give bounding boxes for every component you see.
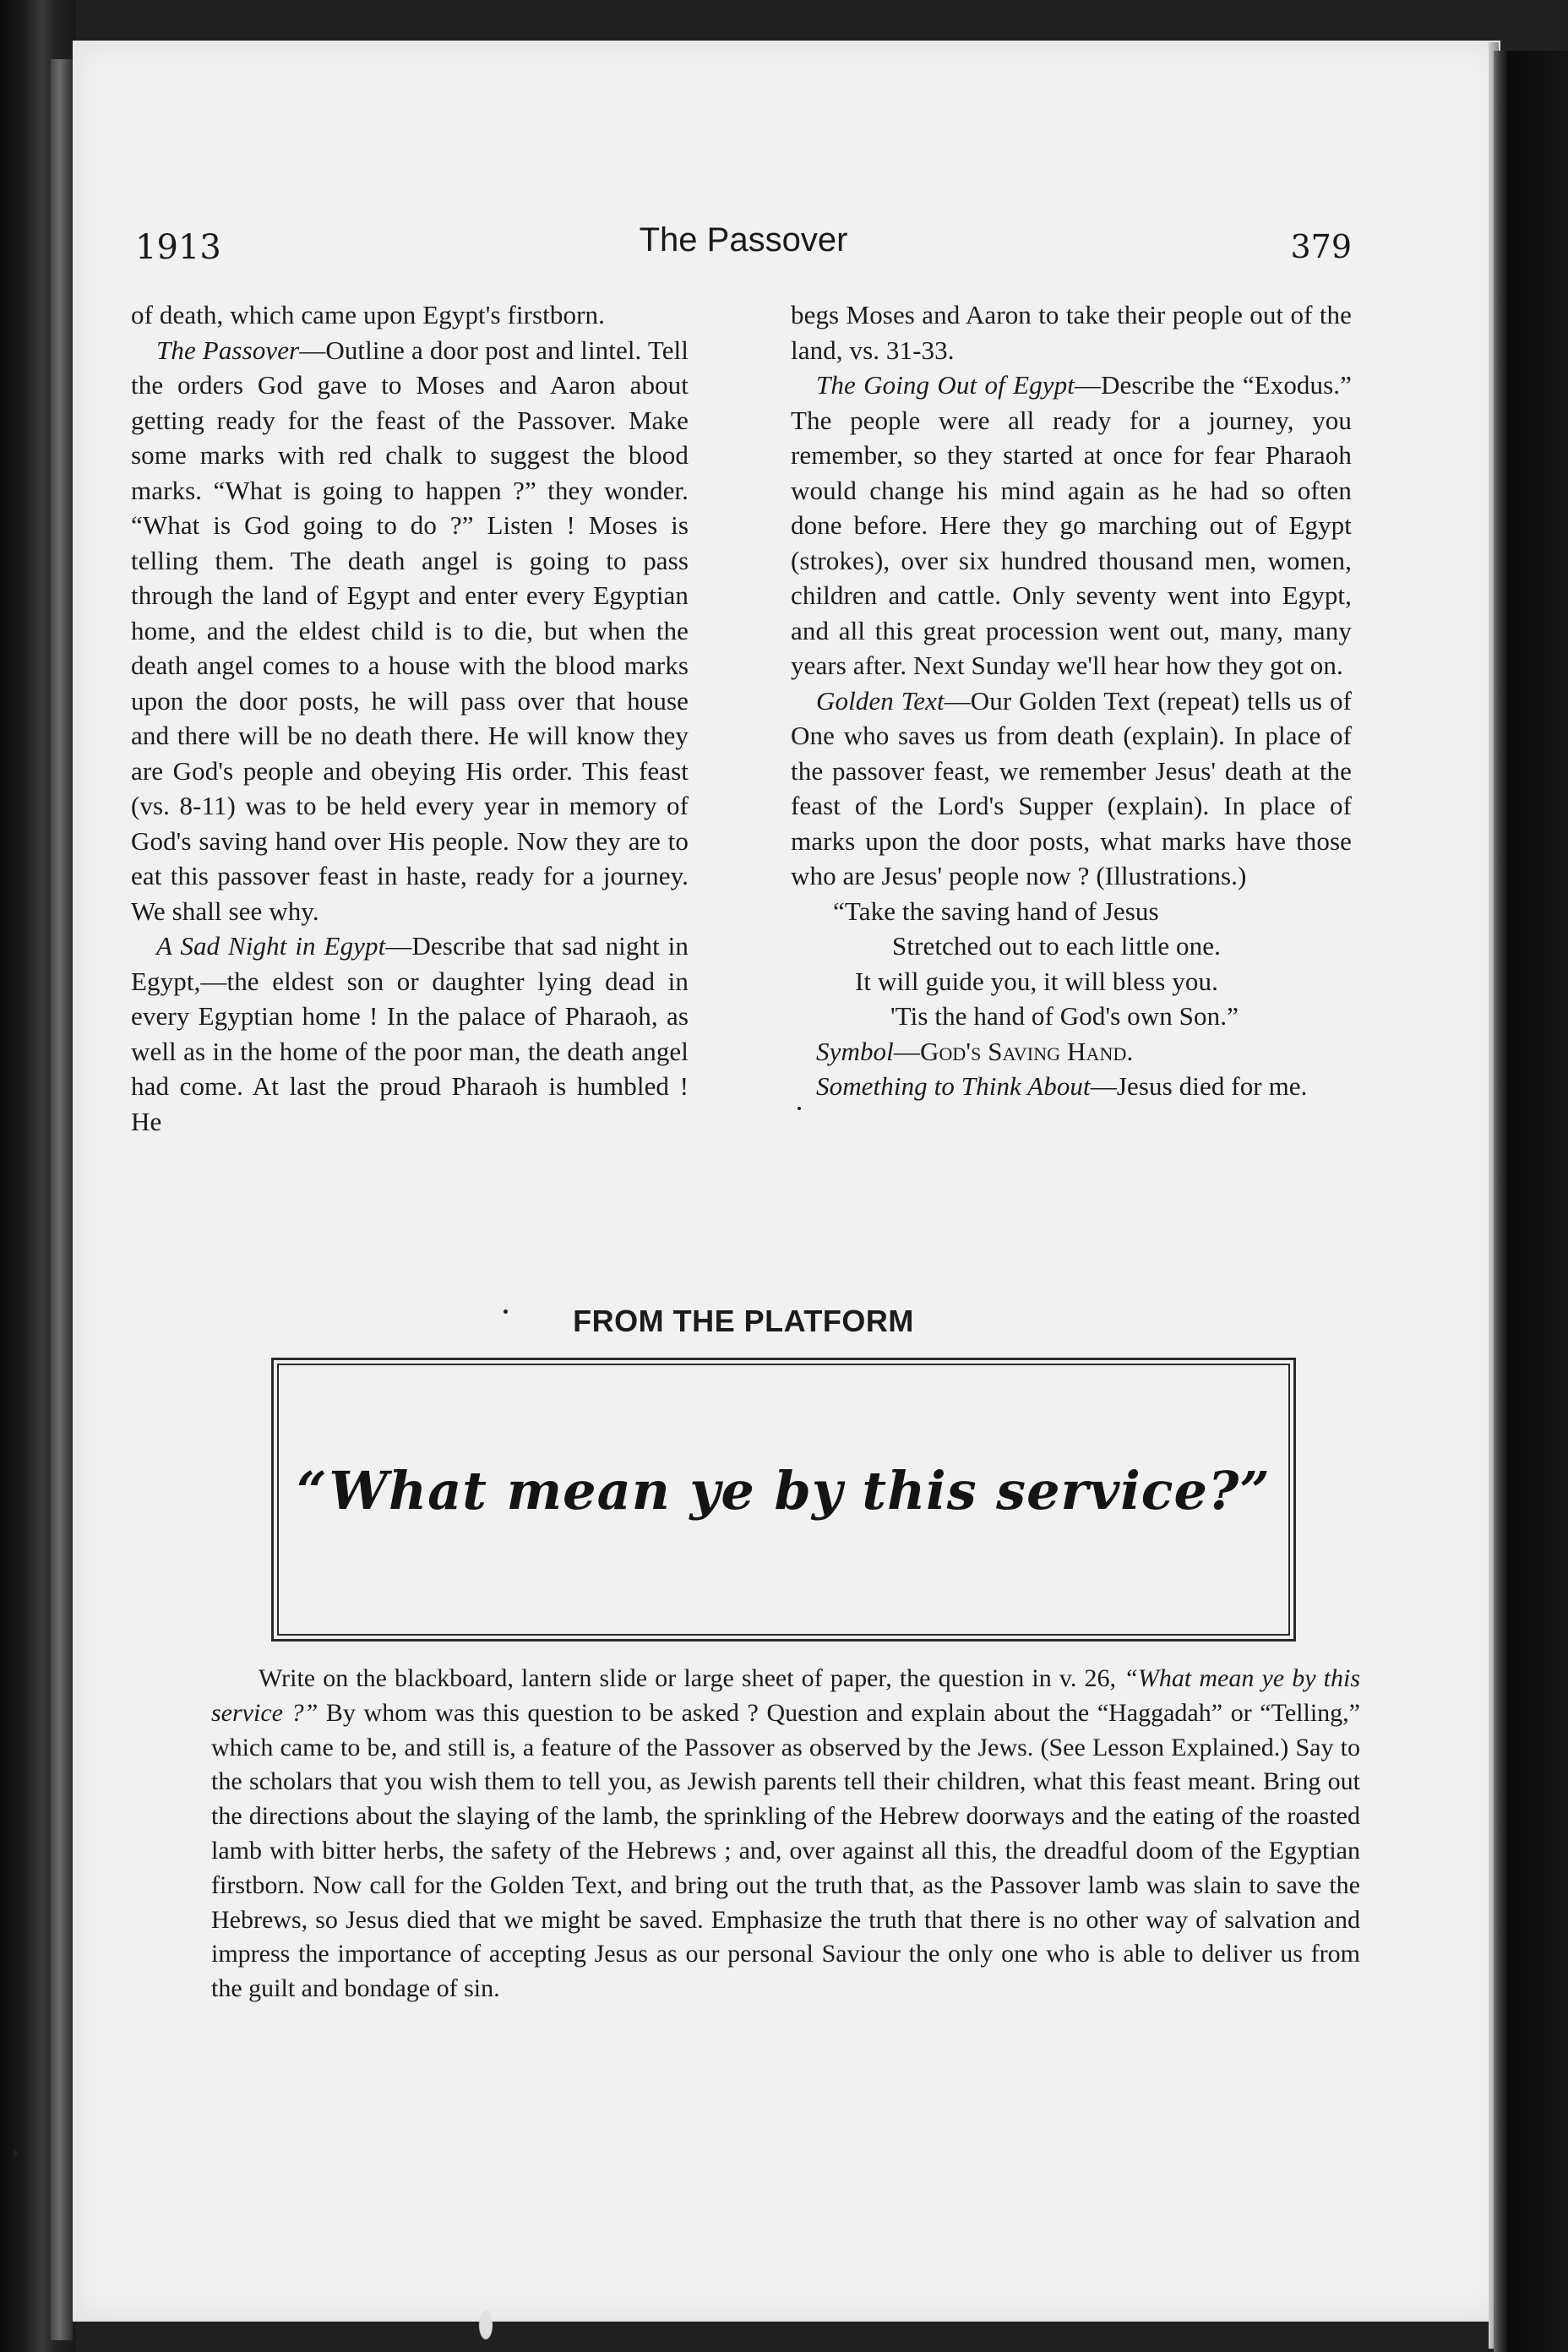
page-number: 379	[1290, 228, 1352, 265]
section-lead: The Passover	[156, 335, 300, 365]
paragraph-think-about: Something to Think About—Jesus died for me.	[816, 1071, 1308, 1101]
running-header	[135, 221, 1352, 272]
paragraph-sad-night: A Sad Night in Egypt—Describe that sad night in Egypt,—the eldest son or daughter lying dead in every Egyptian home ! In the palace of Pharaoh, as well as in the home of the poor man, the death angel had come. At last the proud Pharaoh is humbled ! He	[131, 931, 689, 1136]
paragraph-golden-text: Golden Text—Our Golden Text (repeat) tells us of One who saves us from death (explain). In place of the passover feast, we remember Jesus' death at the feast of the Lord's Supper (explain). In place of marks upon the door posts, what marks have those who are Jesus' people now ? (Illustrations.)	[791, 685, 1352, 890]
left-column	[131, 297, 689, 1139]
verse-line: It will guide you, it will bless you.	[855, 966, 1218, 996]
blackboard-frame	[271, 1358, 1296, 1642]
section-heading: FROM THE PLATFORM	[573, 1304, 914, 1338]
paragraph-passover: The Passover—Outline a door post and lintel. Tell the orders God gave to Moses and Aaron about getting ready for the feast of the Passover. Make some marks with red chalk to suggest the blood marks. “What is going to happen ?” they wonder. “What is God going to do ?” Listen ! Moses is telling them. The death angel is going to pass through the land of Egypt and enter every Egyptian home, and the eldest child is to die, but when the death angel comes to a house with the blood marks upon the door posts, he will pass over that house and there will be no death there. He will know they are God's people and obeying His order. This feast (vs. 8-11) was to be held every year in memory of God's saving hand over His people. Now they are to eat this passover feast in haste, ready for a journey. We shall see why.	[131, 335, 689, 926]
section-lead: The Going Out of Egypt	[816, 370, 1075, 400]
section-lead: Golden Text	[816, 685, 945, 716]
blackboard-text: “What mean ye by this service?”	[297, 1460, 1271, 1522]
page-tear	[473, 2298, 498, 2352]
facing-page-edge	[51, 59, 73, 2340]
verse-line: “Take the saving hand of Jesus	[833, 896, 1159, 926]
header-title: The Passover	[639, 221, 848, 259]
platform-paragraph: Write on the blackboard, lantern slide or large sheet of paper, the question in v. 26, “What mean ye by this service ?” By whom was this question to be asked ? Question and explain about the “Haggadah” or “Telling,” which came to be, and still is, a feature of the Passover as observed by the Jews. (See Lesson Explained.) Say to the scholars that you wish them to tell you, as Jewish parents tell their children, what this feast meant. Bring out the directions about the slaying of the lamb, the sprinkling of the Hebrew doorways and the eating of the roasted lamb with bitter herbs, the safety of the Hebrews ; and, over against all this, the dreadful doom of the Egyptian firstborn. Now call for the Golden Text, and bring out the truth that, as the Passover lamb was slain to save the Hebrews, so Jesus died that we might be saved. Emphasize the truth that there is no other way of salvation and impress the importance of accepting Jesus as our personal Saviour the only one who is able to deliver us from the guilt and bondage of sin.	[211, 1664, 1361, 2003]
section-lead: Something to Think About	[816, 1071, 1091, 1101]
section-lead: A Sad Night in Egypt	[156, 931, 386, 961]
paragraph-going-out: The Going Out of Egypt—Describe the “Exodus.” The people were all ready for a journey, you remember, so they started at once for fear Pharaoh would change his mind again as he had so often done before. Here they go marching out of Egypt (strokes), over six hundred thousand men, women, children and cattle. Only seventy went into Egypt, and all this great procession went out, many, many years after. Next Sunday we'll hear how they got on.	[791, 370, 1352, 680]
verse-line: 'Tis the hand of God's own Son.”	[890, 1001, 1239, 1031]
paragraph: of death, which came upon Egypt's firstborn.	[131, 300, 605, 329]
book-cover-right	[1494, 51, 1568, 2352]
verse-line: Stretched out to each little one.	[892, 931, 1221, 961]
ink-speck	[504, 1309, 508, 1314]
ink-speck	[798, 1107, 801, 1110]
section-lead: Symbol	[816, 1036, 894, 1066]
right-column	[791, 297, 1352, 1104]
header-year: 1913	[135, 228, 221, 267]
paragraph-symbol: Symbol—God's Saving Hand.	[816, 1036, 1134, 1066]
ink-speck	[14, 2150, 18, 2157]
hymn-verse	[791, 894, 1352, 1034]
paragraph: begs Moses and Aaron to take their people out of the land, vs. 31-33.	[791, 300, 1352, 365]
